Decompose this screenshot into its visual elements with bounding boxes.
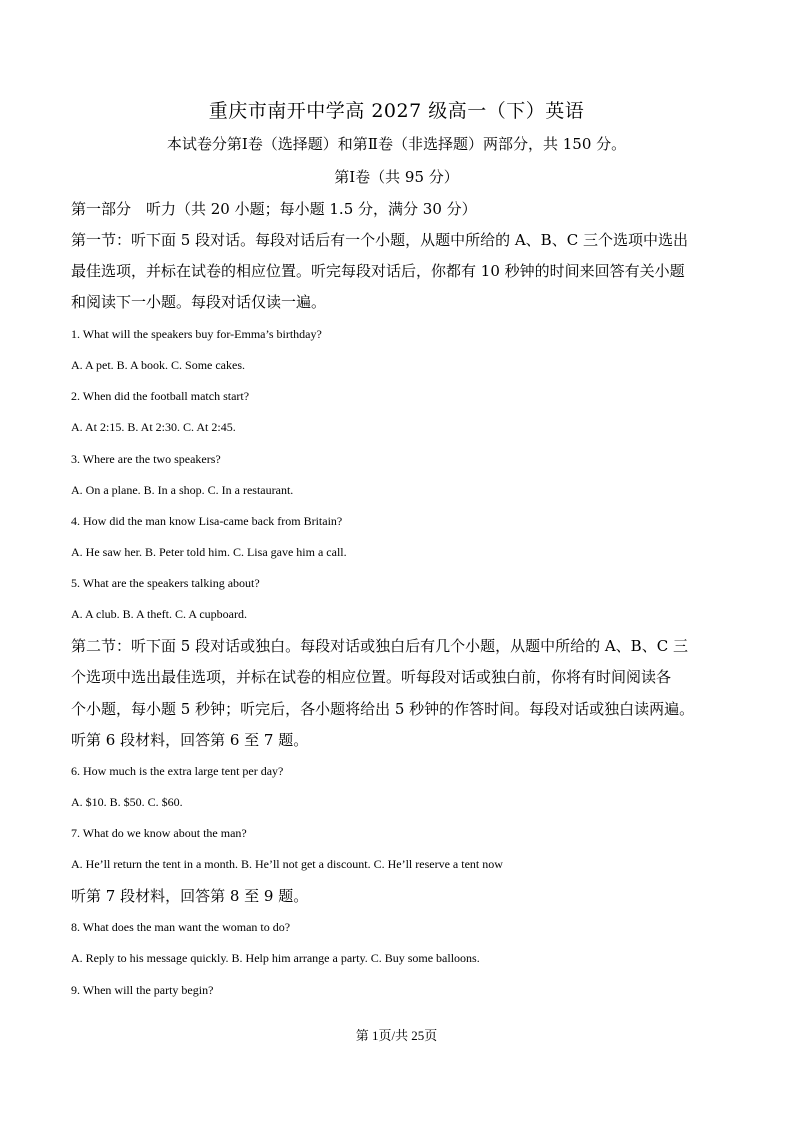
options-1: A. A pet. B. A book. C. Some cakes. bbox=[71, 358, 245, 372]
volume-heading: 第Ⅰ卷（共 95 分） bbox=[334, 168, 459, 186]
options-2: A. At 2:15. B. At 2:30. C. At 2:45. bbox=[71, 420, 236, 434]
section2-instruction-line: 个选项中选出最佳选项，并标在试卷的相应位置。听每段对话或独白前，你将有时间阅读各 bbox=[71, 668, 672, 686]
question-6: 6. How much is the extra large tent per day? bbox=[71, 764, 284, 778]
options-4: A. He saw her. B. Peter told him. C. Lisa gave him a call. bbox=[71, 545, 347, 559]
section2-instruction-line: 个小题，每小题 5 秒钟；听完后，各小题将给出 5 秒钟的作答时间。每段对话或独白读两遍。 bbox=[71, 700, 695, 718]
options-8: A. Reply to his message quickly. B. Help him arrange a party. C. Buy some balloons. bbox=[71, 951, 480, 965]
exam-subtitle: 本试卷分第Ⅰ卷（选择题）和第Ⅱ卷（非选择题）两部分，共 150 分。 bbox=[166, 135, 627, 153]
question-3: 3. Where are the two speakers? bbox=[71, 452, 221, 466]
question-5: 5. What are the speakers talking about? bbox=[71, 576, 260, 590]
exam-title: 重庆市南开中学高 2027 级高一（下）英语 bbox=[208, 100, 585, 122]
options-3: A. On a plane. B. In a shop. C. In a restaurant. bbox=[71, 483, 294, 497]
section2-instruction-line: 第二节：听下面 5 段对话或独白。每段对话或独白后有几个小题，从题中所给的 A、B、C 三 bbox=[71, 637, 688, 655]
options-6: A. $10. B. $50. C. $60. bbox=[71, 795, 183, 809]
section1-instruction-line: 第一节：听下面 5 段对话。每段对话后有一个小题，从题中所给的 A、B、C 三个选项中选出 bbox=[71, 231, 688, 249]
part1-heading: 第一部分 听力（共 20 小题；每小题 1.5 分，满分 30 分） bbox=[71, 200, 477, 218]
question-8: 8. What does the man want the woman to do? bbox=[71, 920, 291, 934]
question-2: 2. When did the football match start? bbox=[71, 389, 250, 403]
material-7-heading: 听第 7 段材料，回答第 8 至 9 题。 bbox=[71, 887, 309, 905]
question-7: 7. What do we know about the man? bbox=[71, 826, 247, 840]
question-9: 9. When will the party begin? bbox=[71, 983, 214, 997]
question-1: 1. What will the speakers buy for-Emma’s birthday? bbox=[71, 327, 322, 341]
material-6-heading: 听第 6 段材料，回答第 6 至 7 题。 bbox=[71, 731, 309, 749]
section1-instruction-line: 最佳选项，并标在试卷的相应位置。听完每段对话后，你都有 10 秒钟的时间来回答有关小题 bbox=[71, 262, 685, 280]
page-number: 第 1页/共 25页 bbox=[355, 1028, 438, 1043]
options-5: A. A club. B. A theft. C. A cupboard. bbox=[71, 607, 247, 621]
section1-instruction-line: 和阅读下一小题。每段对话仅读一遍。 bbox=[71, 293, 327, 311]
options-7: A. He’ll return the tent in a month. B. He’ll not get a discount. C. He’ll reserve a tent now bbox=[71, 857, 503, 871]
question-4: 4. How did the man know Lisa-came back from Britain? bbox=[71, 514, 343, 528]
